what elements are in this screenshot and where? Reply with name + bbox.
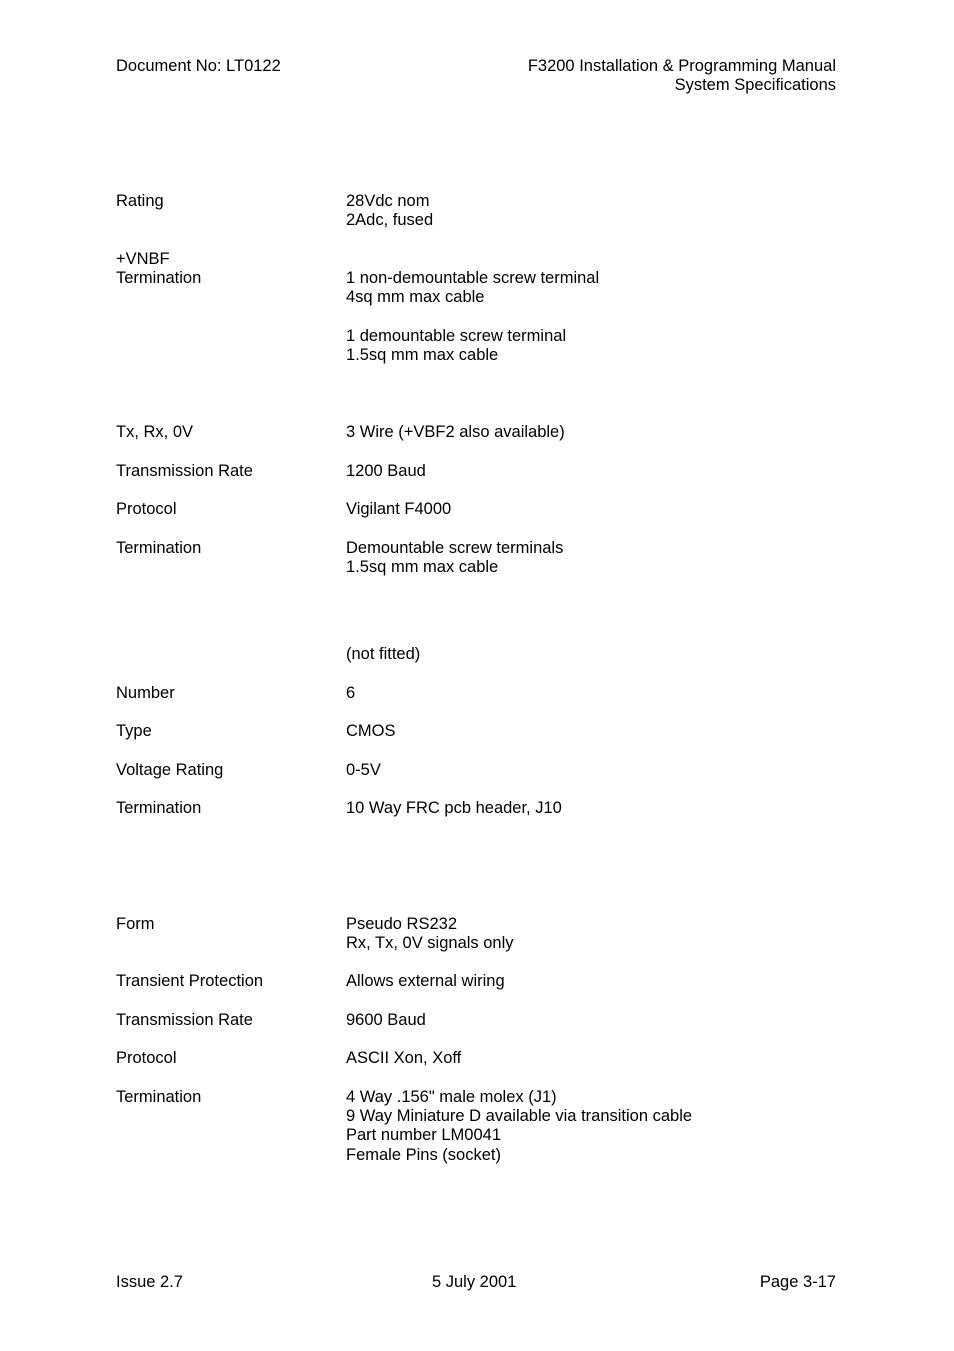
spec-value-line: CMOS bbox=[346, 722, 396, 740]
spec-value bbox=[346, 462, 426, 481]
spec-value-line: Vigilant F4000 bbox=[346, 500, 452, 518]
spec-value-line: Allows external wiring bbox=[346, 972, 505, 990]
spec-value bbox=[346, 423, 565, 442]
spec-value bbox=[346, 192, 433, 230]
page-number: Page 3-17 bbox=[759, 1273, 836, 1291]
spec-value-line: Rx, Tx, 0V signals only bbox=[346, 934, 514, 953]
spec-value-line: 0-5V bbox=[346, 761, 381, 779]
spec-value-line: 10 Way FRC pcb header, J10 bbox=[346, 799, 562, 817]
spec-value bbox=[346, 1088, 692, 1165]
spec-label: Termination bbox=[116, 799, 202, 817]
spec-value-line: (not fitted) bbox=[346, 645, 421, 663]
spec-label: Tx, Rx, 0V bbox=[116, 423, 194, 441]
spec-value-line: Pseudo RS232 bbox=[346, 915, 457, 933]
spec-label: Transmission Rate bbox=[116, 1011, 253, 1029]
spec-value-line: ASCII Xon, Xoff bbox=[346, 1049, 462, 1067]
issue-number: Issue 2.7 bbox=[116, 1273, 183, 1291]
spec-value-line: 9 Way Miniature D available via transition cable bbox=[346, 1107, 693, 1126]
spec-label: Termination bbox=[116, 539, 202, 557]
spec-label: Voltage Rating bbox=[116, 761, 224, 779]
spec-value-line: Female Pins (socket) bbox=[346, 1145, 501, 1164]
section-title: System Specifications bbox=[674, 76, 836, 95]
spec-value-line: 9600 Baud bbox=[346, 1011, 426, 1029]
spec-label-group bbox=[116, 250, 341, 288]
spec-value-line: 4 Way .156" male molex (J1) bbox=[346, 1088, 557, 1106]
spec-label: Termination bbox=[116, 1088, 202, 1106]
spec-value bbox=[346, 1011, 426, 1030]
header-titles bbox=[528, 57, 836, 95]
spec-label: Protocol bbox=[116, 500, 177, 518]
spec-value-line: 28Vdc nom bbox=[346, 192, 430, 210]
spec-value bbox=[346, 269, 599, 365]
spec-value bbox=[346, 645, 420, 664]
spec-value bbox=[346, 722, 396, 741]
page-footer bbox=[116, 1273, 836, 1293]
spec-label: Rating bbox=[116, 192, 164, 210]
spec-value bbox=[346, 761, 381, 780]
spec-label: Termination bbox=[116, 269, 202, 288]
spec-label: Type bbox=[116, 722, 152, 740]
spec-value-line: 1200 Baud bbox=[346, 462, 426, 480]
manual-title: F3200 Installation & Programming Manual bbox=[527, 57, 836, 75]
spec-value bbox=[346, 539, 563, 577]
spec-label: Form bbox=[116, 915, 155, 933]
spec-value-line: 1.5sq mm max cable bbox=[346, 346, 499, 365]
issue-date: 5 July 2001 bbox=[432, 1273, 517, 1291]
spec-value bbox=[346, 799, 562, 818]
spec-value-line: Demountable screw terminals bbox=[346, 539, 564, 557]
spacer bbox=[346, 308, 599, 328]
spec-value bbox=[346, 915, 514, 953]
spec-label: Transmission Rate bbox=[116, 462, 253, 480]
spec-value bbox=[346, 500, 451, 519]
spec-value-line: 4sq mm max cable bbox=[346, 288, 485, 307]
spec-label: Protocol bbox=[116, 1049, 177, 1067]
spec-value bbox=[346, 1049, 461, 1068]
spec-value bbox=[346, 972, 505, 991]
spec-value-line: 1 non-demountable screw terminal bbox=[346, 269, 600, 288]
spec-value-line: 3 Wire (+VBF2 also available) bbox=[346, 423, 565, 441]
spec-label: Number bbox=[116, 684, 175, 702]
spec-value-line: 6 bbox=[346, 684, 356, 702]
document-number: Document No: LT0122 bbox=[116, 57, 281, 75]
spec-value-line: 1 demountable screw terminal bbox=[346, 327, 567, 346]
spec-value bbox=[346, 684, 355, 703]
spec-value-line: 1.5sq mm max cable bbox=[346, 558, 499, 577]
spec-value-line: Part number LM0041 bbox=[346, 1126, 502, 1145]
spec-value-line: 2Adc, fused bbox=[346, 211, 434, 230]
spec-label: +VNBF bbox=[116, 250, 170, 268]
spec-label: Transient Protection bbox=[116, 972, 264, 990]
